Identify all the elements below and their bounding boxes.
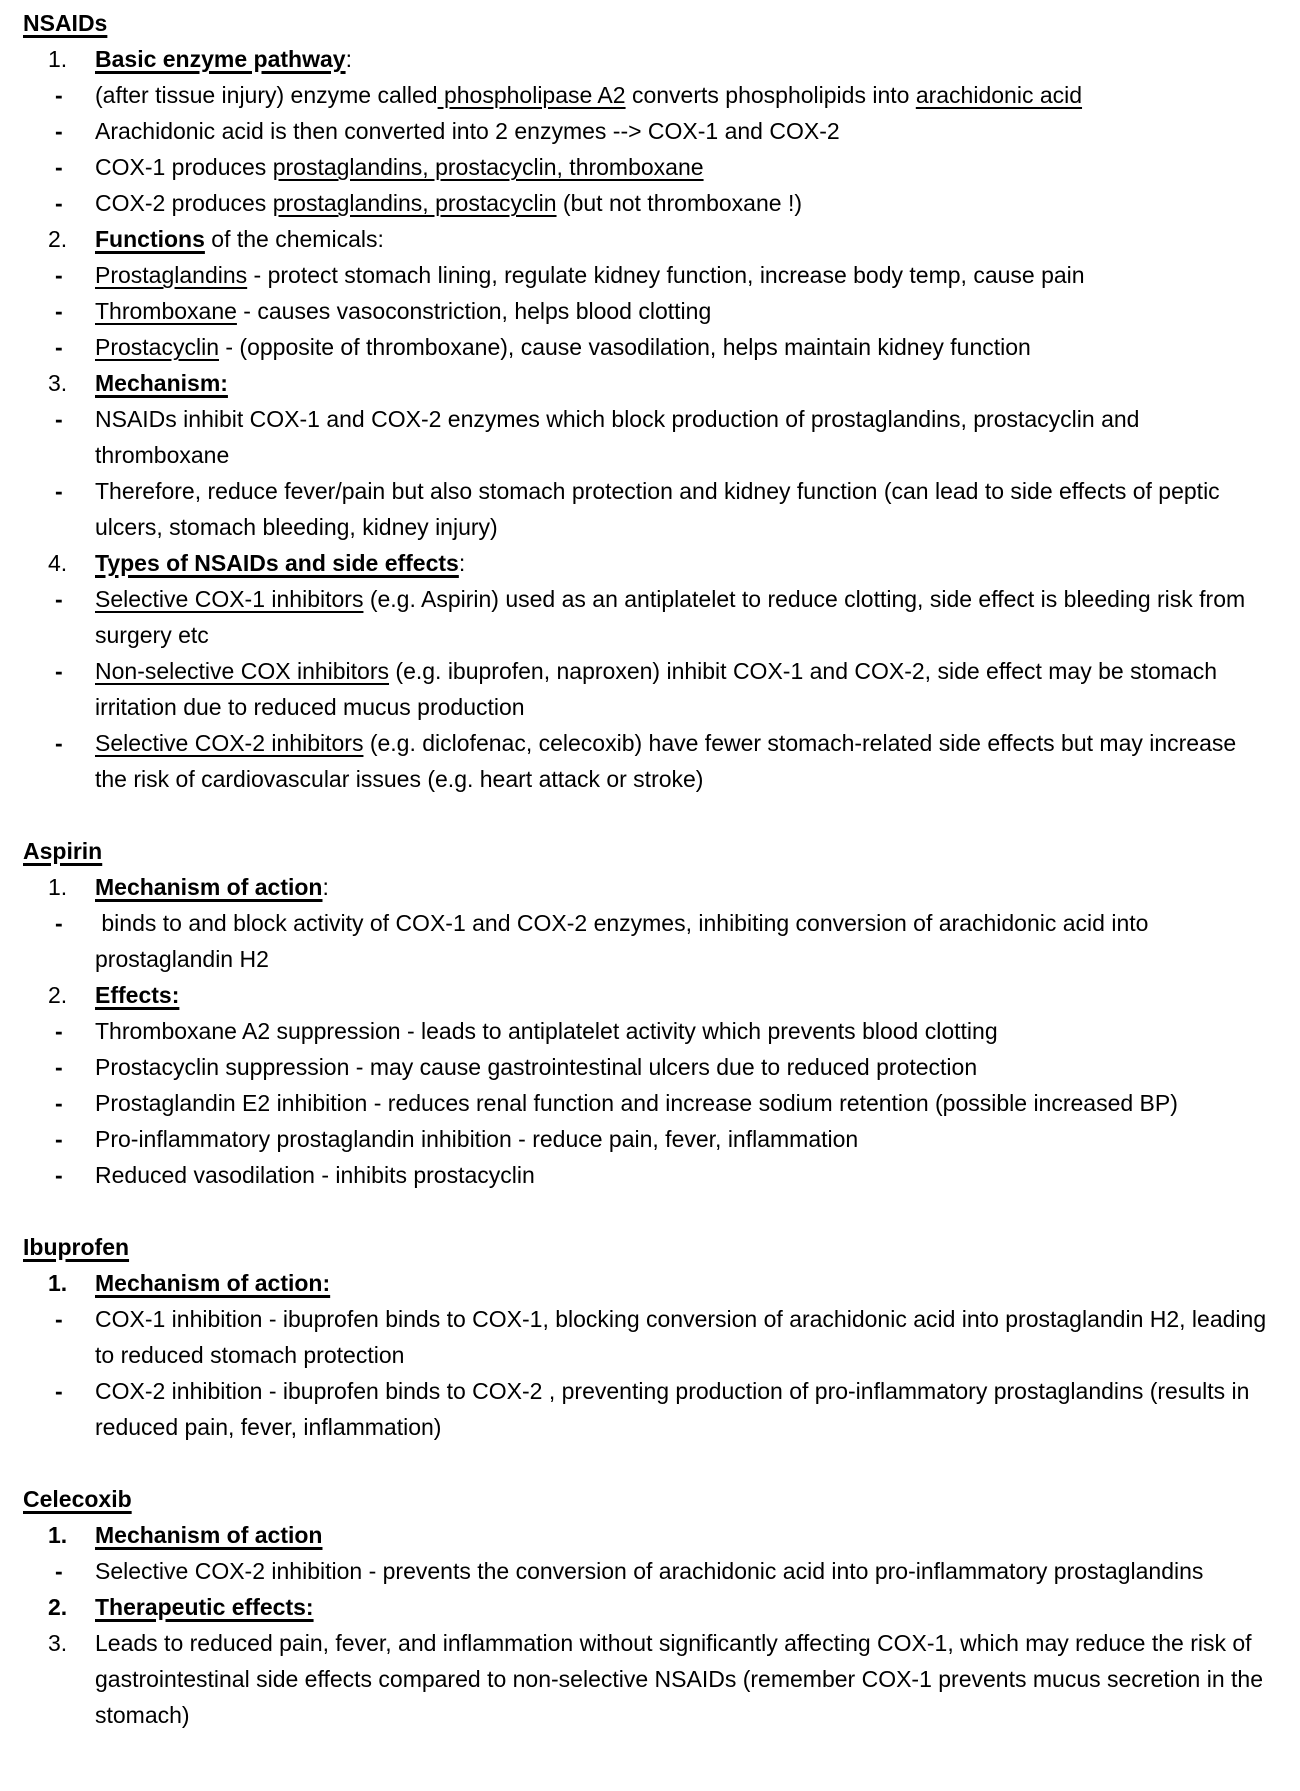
bullet-item [23,113,1270,149]
text-run: Reduced vasodilation - inhibits prostacyclin [95,1162,535,1188]
section-heading: Aspirin [23,838,103,864]
text-run: prostaglandins, prostacyclin, thromboxane [272,154,704,180]
item-marker: 3. [48,1630,68,1656]
text-run: Types of NSAIDs and side effects [95,550,459,576]
item-marker: - [55,1378,63,1404]
item-text [95,118,840,144]
numbered-item [23,221,1270,257]
text-run: Mechanism: [95,370,228,396]
item-text [95,190,802,216]
text-run: Basic enzyme pathway [95,46,346,72]
item-text [95,1126,858,1152]
text-run: Therefore, reduce fever/pain but also stomach protection and kidney function (can lead to side effects of peptic ulcers, stomach bleeding, kidney injury) [95,478,1227,540]
item-text [95,1018,998,1044]
bullet-item [23,1301,1273,1373]
text-run: Thromboxane A2 suppression - leads to antiplatelet activity which prevents blood clotting [95,1018,998,1044]
bullet-item [23,473,1270,545]
text-run: COX-2 produces [95,190,273,216]
bullet-item [23,257,1270,293]
item-marker: - [55,1054,63,1080]
text-run: Non-selective COX inhibitors [95,658,390,684]
section-heading: Ibuprofen [23,1234,130,1260]
text-run: Therapeutic effects: [95,1594,314,1620]
item-text [95,226,384,252]
text-run: phospholipase A2 [437,82,626,108]
bullet-item [23,185,1270,221]
numbered-item [23,1589,1270,1625]
bullet-item [23,905,1270,977]
item-text [95,406,1146,468]
item-marker: 3. [48,370,68,396]
text-run: NSAIDs inhibit COX-1 and COX-2 enzymes which block production of prostaglandins, prostacyclin and thromboxane [95,406,1146,468]
text-run: (but not thromboxane !) [556,190,802,216]
bullet-item [23,1049,1270,1085]
bullet-item [23,1553,1270,1589]
numbered-item [23,869,1270,905]
text-run: Thromboxane [95,298,237,324]
item-text [95,982,179,1008]
item-marker: 1. [48,46,68,72]
item-text [95,1162,535,1188]
text-run: (after tissue injury) enzyme called [95,82,438,108]
item-text [95,1630,1269,1728]
item-text [95,370,228,396]
item-marker: - [55,118,63,144]
item-marker: 2. [48,1594,68,1620]
text-run: - causes vasoconstriction, helps blood clotting [236,298,712,324]
section [23,1229,1273,1445]
section-heading: Celecoxib [23,1486,132,1512]
numbered-item [23,1265,1270,1301]
item-marker: - [55,298,63,324]
text-run: (e.g. diclofenac, celecoxib) have fewer stomach-related side effects but may increase the risk of cardiovascular issues (e.g. heart attack or stroke) [95,730,1243,792]
bullet-item [23,149,1270,185]
numbered-item [23,977,1270,1013]
item-marker: - [55,190,63,216]
text-run: binds to and block activity of COX-1 and COX-2 enzymes, inhibiting conversion of arachidonic acid into prostaglandin H2 [95,910,1155,972]
text-run: COX-1 produces [95,154,273,180]
item-text [95,1522,322,1548]
item-marker: - [55,730,63,756]
item-text [95,82,1082,108]
bullet-item [23,77,1270,113]
item-marker: - [55,1306,63,1332]
numbered-item [23,365,1270,401]
item-marker: - [55,1162,63,1188]
item-text [95,1378,1256,1440]
bullet-item [23,1013,1270,1049]
text-run: Mechanism of action: [95,1270,331,1296]
item-marker: - [55,658,63,684]
item-marker: - [55,586,63,612]
item-marker: - [55,1018,63,1044]
text-run: COX-1 inhibition - ibuprofen binds to COX-1, blocking conversion of arachidonic acid into prostaglandin H2, leading to reduced stomach protection [95,1306,1273,1368]
text-run: arachidonic acid [915,82,1083,108]
item-marker: - [55,478,63,504]
bullet-item [23,1373,1270,1445]
text-run: Prostacyclin suppression - may cause gastrointestinal ulcers due to reduced protection [95,1054,978,1080]
text-run: - (opposite of thromboxane), cause vasodilation, helps maintain kidney function [218,334,1031,360]
item-text [95,334,1031,360]
text-run: Prostacyclin [95,334,219,360]
item-marker: - [55,82,63,108]
text-run: (e.g. Aspirin) used as an antiplatelet to reduce clotting, side effect is bleeding risk from surgery etc [95,586,1252,648]
numbered-item [23,41,1270,77]
item-marker: - [55,334,63,360]
bullet-item [23,653,1270,725]
item-text [95,262,1085,288]
text-run: prostaglandins, prostacyclin [272,190,557,216]
text-run: Leads to reduced pain, fever, and inflammation without significantly affecting COX-1, which may reduce the risk of gastrointestinal side effects compared to non-selective NSAIDs (remember COX-1 prevents mucus secretion in the stomach) [95,1630,1270,1728]
item-marker: - [55,1090,63,1116]
bullet-item [23,581,1270,653]
text-run: COX-2 inhibition - ibuprofen binds to COX-2 , preventing production of pro-inflammatory prostaglandins (results in reduced pain, fever, inflammation) [95,1378,1256,1440]
item-marker: 2. [48,226,68,252]
numbered-item [23,1517,1270,1553]
text-run: Pro-inflammatory prostaglandin inhibition - reduce pain, fever, inflammation [95,1126,859,1152]
text-run: Selective COX-2 inhibition - prevents the conversion of arachidonic acid into pro-inflammatory prostaglandins [95,1558,1204,1584]
item-marker: - [55,154,63,180]
bullet-item [23,725,1270,797]
item-marker: - [55,910,63,936]
bullet-item [23,401,1270,473]
item-marker: 1. [48,1522,68,1548]
item-text [95,298,711,324]
item-marker: - [55,262,63,288]
text-run: Functions [95,226,205,252]
item-marker: 4. [48,550,68,576]
numbered-item [23,545,1270,581]
section [23,1481,1270,1733]
text-run: : [458,550,466,576]
item-text [95,478,1226,540]
section [23,833,1270,1193]
section [23,5,1270,797]
section-heading: NSAIDs [23,10,108,36]
item-text [95,730,1243,792]
bullet-item [23,1157,1270,1193]
bullet-item [23,329,1270,365]
text-run: Selective COX-1 inhibitors [95,586,364,612]
item-text [95,910,1155,972]
item-text [95,586,1252,648]
item-marker: 1. [48,1270,68,1296]
text-run: Effects: [95,982,180,1008]
bullet-item [23,1121,1270,1157]
item-text [95,658,1223,720]
item-text [95,1306,1273,1368]
item-text [95,874,329,900]
item-text [95,1558,1203,1584]
item-marker: 2. [48,982,68,1008]
item-marker: 1. [48,874,68,900]
text-run: (e.g. ibuprofen, naproxen) inhibit COX-1 and COX-2, side effect may be stomach irritation due to reduced mucus production [95,658,1224,720]
text-run: Prostaglandins [95,262,248,288]
text-run: Mechanism of action [95,874,323,900]
bullet-item [23,1085,1270,1121]
item-text [95,550,465,576]
text-run: - protect stomach lining, regulate kidney function, increase body temp, cause pain [247,262,1085,288]
item-text [95,1594,314,1620]
item-marker: - [55,406,63,432]
bullet-item [23,293,1270,329]
item-text [95,1054,977,1080]
item-marker: - [55,1558,63,1584]
text-run: of the chemicals: [204,226,384,252]
item-text [95,46,352,72]
text-run: converts phospholipids into [625,82,916,108]
text-run: Prostaglandin E2 inhibition - reduces renal function and increase sodium retention (possible increased BP) [95,1090,1178,1116]
text-run: Mechanism of action [95,1522,323,1548]
text-run: Selective COX-2 inhibitors [95,730,364,756]
item-text [95,1270,330,1296]
item-text [95,154,704,180]
text-run: Arachidonic acid is then converted into 2 enzymes --> COX-1 and COX-2 [95,118,840,144]
text-run: : [345,46,352,72]
item-text [95,1090,1178,1116]
numbered-item [23,1625,1270,1733]
text-run: : [322,874,329,900]
item-marker: - [55,1126,63,1152]
